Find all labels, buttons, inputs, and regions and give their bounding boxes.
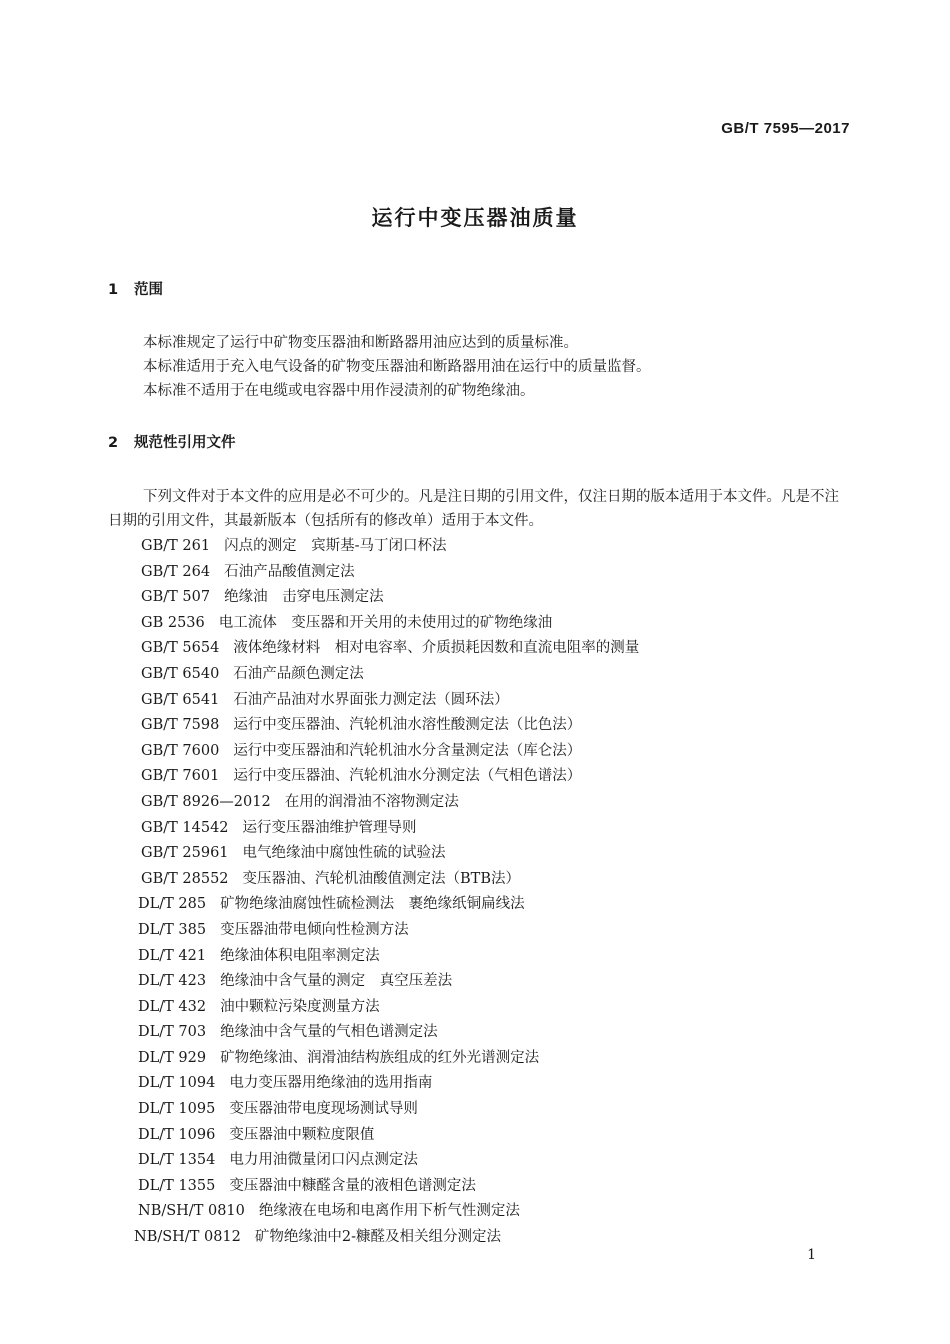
- reference-code: DL/T 703: [138, 1024, 207, 1041]
- reference-code: GB/T 7601: [141, 768, 220, 785]
- reference-item: [108, 1046, 853, 1072]
- reference-item: [108, 969, 853, 995]
- section-1-body: [108, 331, 853, 403]
- reference-code: DL/T 432: [138, 998, 207, 1015]
- reference-title: 运行变压器油维护管理导则: [242, 819, 417, 836]
- reference-code: GB/T 6541: [141, 691, 220, 708]
- reference-title: 在用的润滑油不溶物测定法: [284, 793, 459, 810]
- reference-code: GB 2536: [141, 614, 205, 631]
- section-1-title: 范围: [134, 282, 163, 298]
- reference-title: 矿物绝缘油腐蚀性硫检测法 裹绝缘纸铜扁线法: [220, 896, 525, 913]
- reference-code: GB/T 6540: [141, 665, 220, 682]
- reference-item: [108, 611, 853, 637]
- reference-item: [108, 995, 853, 1021]
- reference-code: GB/T 7600: [141, 742, 220, 759]
- reference-code: DL/T 1094: [138, 1075, 216, 1092]
- reference-code: NB/SH/T 0810: [138, 1203, 245, 1220]
- reference-code: GB/T 5654: [141, 640, 220, 657]
- reference-title: 矿物绝缘油、润滑油结构族组成的红外光谱测定法: [220, 1049, 540, 1066]
- scope-paragraph: 本标准规定了运行中矿物变压器油和断路器用油应达到的质量标准。: [143, 335, 578, 351]
- reference-title: 电力变压器用绝缘油的选用指南: [229, 1075, 433, 1092]
- reference-code: DL/T 1355: [138, 1177, 216, 1194]
- section-2-heading: [108, 431, 236, 452]
- reference-item: [108, 816, 853, 842]
- reference-code: GB/T 8926—2012: [141, 793, 271, 810]
- section-2-title: 规范性引用文件: [134, 435, 236, 451]
- reference-item: [108, 1071, 853, 1097]
- reference-code: GB/T 507: [141, 589, 211, 606]
- reference-title: 矿物绝缘油中2-糠醛及相关组分测定法: [254, 1229, 501, 1246]
- reference-item: [108, 1225, 853, 1251]
- section-2-intro: [108, 485, 853, 533]
- reference-code: DL/T 1354: [138, 1152, 216, 1169]
- scope-paragraph: 本标准适用于充入电气设备的矿物变压器油和断路器用油在运行中的质量监督。: [143, 359, 651, 375]
- reference-item: [108, 713, 853, 739]
- reference-title: 变压器油带电倾向性检测方法: [220, 921, 409, 938]
- reference-title: 绝缘油 击穿电压测定法: [224, 589, 384, 606]
- reference-item: [108, 739, 853, 765]
- document-title: 运行中变压器油质量: [371, 206, 579, 230]
- reference-item: [108, 534, 853, 560]
- scope-paragraph: 本标准不适用于在电缆或电容器中用作浸渍剂的矿物绝缘油。: [143, 383, 535, 399]
- reference-title: 运行中变压器油、汽轮机油水溶性酸测定法（比色法）: [233, 717, 582, 734]
- reference-list: [108, 534, 853, 1251]
- reference-title: 闪点的测定 宾斯基-马丁闭口杯法: [224, 538, 447, 554]
- reference-code: DL/T 1095: [138, 1101, 216, 1118]
- reference-title: 石油产品颜色测定法: [233, 665, 364, 682]
- reference-item: [108, 892, 853, 918]
- section-1-heading: [108, 278, 163, 299]
- reference-item: [108, 636, 853, 662]
- reference-item: [108, 560, 853, 586]
- reference-code: DL/T 285: [138, 896, 207, 913]
- reference-item: [108, 1097, 853, 1123]
- reference-code: NB/SH/T 0812: [134, 1229, 241, 1246]
- section-1-number: 1: [108, 282, 119, 298]
- reference-title: 运行中变压器油、汽轮机油水分测定法（气相色谱法）: [233, 768, 582, 785]
- reference-item: [108, 1123, 853, 1149]
- reference-code: DL/T 385: [138, 921, 207, 938]
- reference-item: [108, 1174, 853, 1200]
- reference-item: [108, 790, 853, 816]
- reference-item: [108, 944, 853, 970]
- section-2-number: 2: [108, 435, 119, 451]
- reference-code: DL/T 423: [138, 973, 207, 990]
- reference-title: 石油产品油对水界面张力测定法（圆环法）: [233, 691, 509, 708]
- reference-item: [108, 841, 853, 867]
- reference-code: DL/T 1096: [138, 1126, 216, 1143]
- page-number: 1: [807, 1247, 816, 1263]
- reference-title: 变压器油、汽轮机油酸值测定法（BTB法）: [242, 870, 521, 887]
- reference-code: DL/T 929: [138, 1049, 207, 1066]
- reference-title: 电工流体 变压器和开关用的未使用过的矿物绝缘油: [218, 614, 553, 631]
- reference-code: GB/T 14542: [141, 819, 229, 836]
- reference-title: 绝缘油中含气量的测定 真空压差法: [220, 973, 453, 990]
- reference-item: [108, 1020, 853, 1046]
- reference-title: 绝缘油中含气量的气相色谱测定法: [220, 1024, 438, 1041]
- reference-item: [108, 1148, 853, 1174]
- reference-title: 液体绝缘材料 相对电容率、介质损耗因数和直流电阻率的测量: [233, 640, 640, 657]
- reference-title: 电气绝缘油中腐蚀性硫的试验法: [242, 845, 446, 862]
- reference-title: 变压器油带电度现场测试导则: [229, 1101, 418, 1118]
- reference-title: 绝缘液在电场和电离作用下析气性测定法: [258, 1203, 520, 1220]
- reference-code: GB/T 25961: [141, 845, 229, 862]
- reference-title: 油中颗粒污染度测量方法: [220, 998, 380, 1015]
- reference-title: 绝缘油体积电阻率测定法: [220, 947, 380, 964]
- reference-item: [108, 764, 853, 790]
- reference-title: 运行中变压器油和汽轮机油水分含量测定法（库仑法）: [233, 742, 582, 759]
- reference-item: [108, 662, 853, 688]
- references-intro-paragraph: 下列文件对于本文件的应用是必不可少的。凡是注日期的引用文件，仅注日期的版本适用于本文件。凡是不注日期的引用文件，其最新版本（包括所有的修改单）适用于本文件。: [108, 489, 839, 529]
- reference-title: 电力用油微量闭口闪点测定法: [229, 1152, 418, 1169]
- reference-code: GB/T 28552: [141, 870, 229, 887]
- reference-code: GB/T 7598: [141, 717, 220, 734]
- reference-title: 石油产品酸值测定法: [224, 563, 355, 580]
- reference-item: [108, 585, 853, 611]
- standard-number: GB/T 7595—2017: [721, 120, 850, 137]
- reference-code: GB/T 261: [141, 538, 211, 554]
- reference-title: 变压器油中颗粒度限值: [229, 1126, 375, 1143]
- reference-item: [108, 688, 853, 714]
- reference-item: [108, 867, 853, 893]
- reference-title: 变压器油中糠醛含量的液相色谱测定法: [229, 1177, 476, 1194]
- reference-item: [108, 918, 853, 944]
- reference-code: GB/T 264: [141, 563, 211, 580]
- reference-code: DL/T 421: [138, 947, 207, 964]
- reference-item: [108, 1199, 853, 1225]
